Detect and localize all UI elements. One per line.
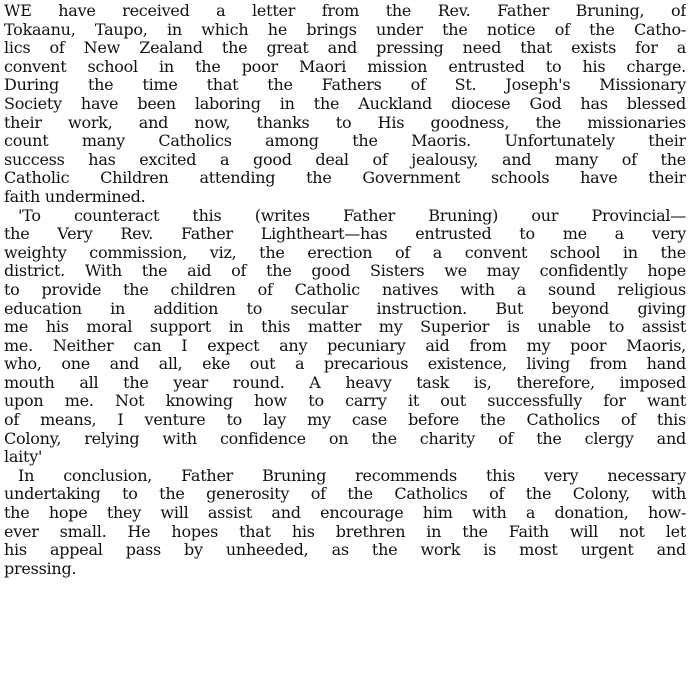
text-line: pressing. (4, 559, 77, 578)
paragraph-3 (4, 467, 686, 579)
text-line: success has excited a good deal of jealousy, and many of the (4, 150, 686, 169)
text-line: ever small. He hopes that his brethren in the Faith will not let (4, 522, 686, 541)
text-line: weighty commission, viz, the erection of a convent school in the (4, 243, 686, 262)
text-line: 'To counteract this (writes Father Bruning) our Provincial— (18, 206, 686, 225)
text-line: count many Catholics among the Maoris. Unfortunately their (4, 132, 686, 151)
text-line: In conclusion, Father Bruning recommends this very necessary (18, 466, 686, 485)
paragraph-1 (4, 2, 686, 207)
paragraph-2 (4, 207, 686, 467)
text-line: Tokaanu, Taupo, in which he brings under the notice of the Catho- (4, 20, 686, 39)
text-line: undertaking to the generosity of the Catholics of the Colony, with (4, 485, 686, 504)
text-line: faith undermined. (4, 187, 146, 206)
text-line: During the time that the Fathers of St. Joseph's Missionary (4, 76, 686, 95)
text-line: Colony, relying with confidence on the charity of the clergy and (4, 429, 686, 448)
text-line: his appeal pass by unheeded, as the work is most urgent and (4, 541, 686, 560)
text-line: convent school in the poor Maori mission entrusted to his charge. (4, 57, 686, 76)
text-line: Catholic Children attending the Government schools have their (4, 169, 686, 188)
text-line: education in addition to secular instruction. But beyond giving (4, 299, 686, 318)
text-line: upon me. Not knowing how to carry it out successfully for want (4, 392, 686, 411)
text-line: of means, I venture to lay my case before the Catholics of this (4, 411, 686, 430)
text-line: district. With the aid of the good Sisters we may confidently hope (4, 262, 686, 281)
text-line: the hope they will assist and encourage him with a donation, how- (4, 504, 686, 523)
text-line: me his moral support in this matter my Superior is unable to assist (4, 318, 686, 337)
text-line: their work, and now, thanks to His goodness, the missionaries (4, 113, 686, 132)
text-line: laity' (4, 448, 43, 467)
text-line: lics of New Zealand the great and pressing need that exists for a (4, 39, 686, 58)
text-line: Society have been laboring in the Auckland diocese God has blessed (4, 94, 686, 113)
text-line: WE have received a letter from the Rev. Father Bruning, of (4, 2, 686, 20)
text-line: the Very Rev. Father Lightheart—has entrusted to me a very (4, 225, 686, 244)
text-line: who, one and all, eke out a precarious existence, living from hand (4, 355, 686, 374)
text-line: to provide the children of Catholic natives with a sound religious (4, 280, 686, 299)
text-line: me. Neither can I expect any pecuniary aid from my poor Maoris, (4, 336, 686, 355)
text-line: mouth all the year round. A heavy task is, therefore, imposed (4, 373, 686, 392)
